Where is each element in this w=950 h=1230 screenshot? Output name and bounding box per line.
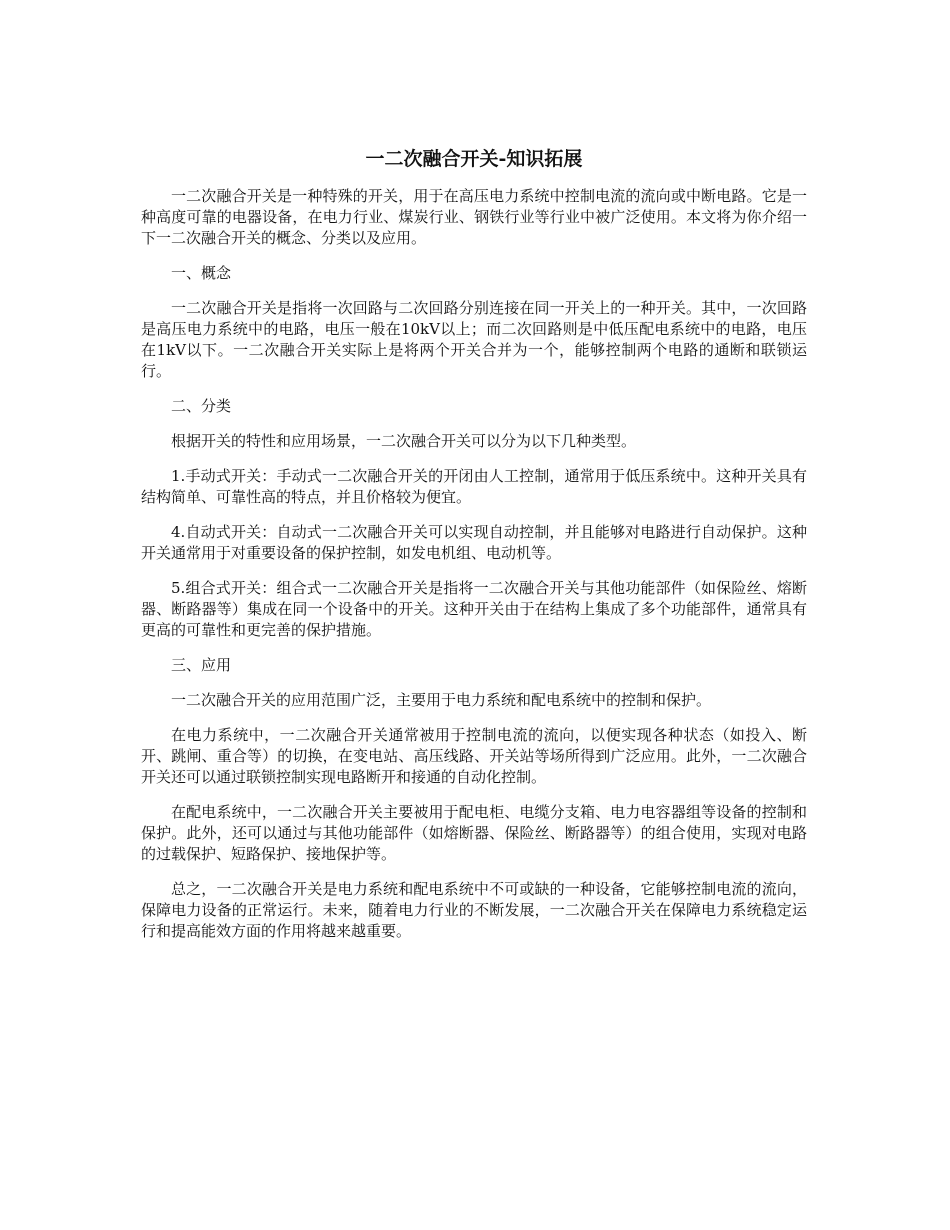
page-title: 一二次融合开关-知识拓展 — [365, 148, 583, 170]
application-paragraph-3: 在配电系统中，一二次融合开关主要被用于配电柜、电缆分支箱、电力电容器组等设备的控制和保护。此外，还可以通过与其他功能部件（如熔断器、保险丝、断路器等）的组合使用，实现对电路的过载保护、短路保护、接地保护等。 — [141, 803, 807, 863]
concept-paragraph: 一二次融合开关是指将一次回路与二次回路分别连接在同一开关上的一种开关。其中，一次回路是高压电力系统中的电路，电压一般在10kV以上；而二次回路则是中低压配电系统中的电路，电压在1kV以下。一二次融合开关实际上是将两个开关合并为一个，能够控制两个电路的通断和联锁运行。 — [141, 299, 807, 380]
section-heading-classification: 二、分类 — [171, 397, 232, 415]
conclusion-paragraph: 总之，一二次融合开关是电力系统和配电系统中不可或缺的一种设备，它能够控制电流的流向，保障电力设备的正常运行。未来，随着电力行业的不断发展，一二次融合开关在保障电力系统稳定运行和提高能效方面的作用将越来越重要。 — [141, 880, 807, 940]
classification-item-manual: 1.手动式开关：手动式一二次融合开关的开闭由人工控制，通常用于低压系统中。这种开关具有结构简单、可靠性高的特点，并且价格较为便宜。 — [141, 467, 807, 506]
intro-paragraph: 一二次融合开关是一种特殊的开关，用于在高压电力系统中控制电流的流向或中断电路。它是一种高度可靠的电器设备，在电力行业、煤炭行业、钢铁行业等行业中被广泛使用。本文将为你介绍一下一二次融合开关的概念、分类以及应用。 — [141, 187, 807, 247]
application-paragraph-2: 在电力系统中，一二次融合开关通常被用于控制电流的流向，以便实现各种状态（如投入、断开、跳闸、重合等）的切换，在变电站、高压线路、开关站等场所得到广泛应用。此外，一二次融合开关还可以通过联锁控制实现电路断开和接通的自动化控制。 — [141, 726, 807, 786]
application-paragraph-1: 一二次融合开关的应用范围广泛，主要用于电力系统和配电系统中的控制和保护。 — [171, 691, 712, 709]
classification-item-automatic: 4.自动式开关：自动式一二次融合开关可以实现自动控制，并且能够对电路进行自动保护。这种开关通常用于对重要设备的保护控制，如发电机组、电动机等。 — [141, 523, 807, 562]
section-heading-concept: 一、概念 — [171, 264, 232, 282]
document-page — [141, 146, 807, 956]
classification-intro-paragraph: 根据开关的特性和应用场景，一二次融合开关可以分为以下几种类型。 — [171, 432, 637, 450]
section-heading-application: 三、应用 — [171, 656, 232, 674]
classification-item-combined: 5.组合式开关：组合式一二次融合开关是指将一二次融合开关与其他功能部件（如保险丝、熔断器、断路器等）集成在同一个设备中的开关。这种开关由于在结构上集成了多个功能部件，通常具有更高的可靠性和更完善的保护措施。 — [141, 579, 807, 639]
